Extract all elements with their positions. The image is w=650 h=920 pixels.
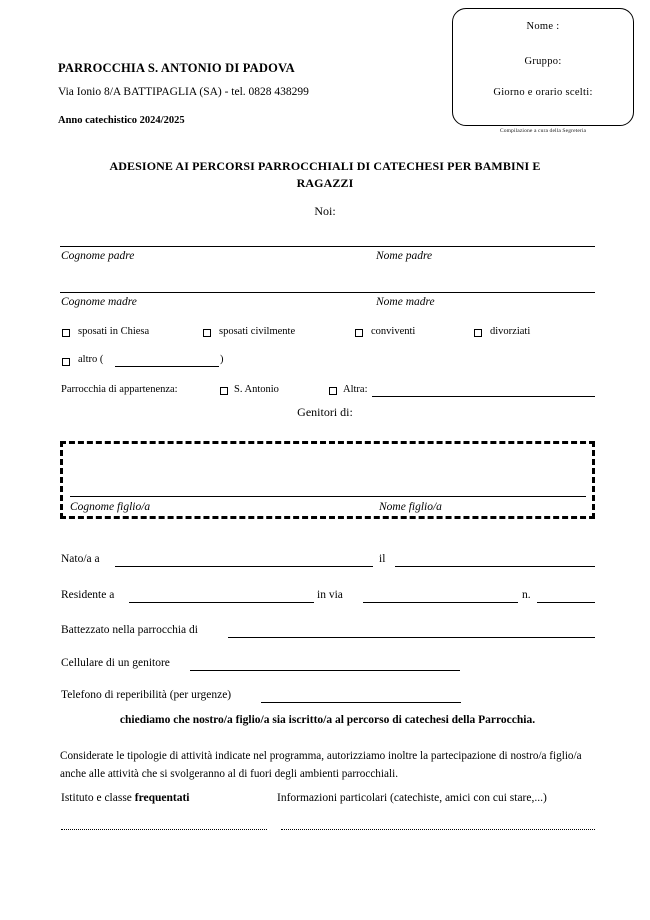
checkbox-sposati-in-chiesa[interactable] xyxy=(62,329,70,337)
parish-address: Via Ionio 8/A BATTIPAGLIA (SA) - tel. 0828 438299 xyxy=(58,86,309,98)
in-via-input-rule[interactable] xyxy=(363,602,518,603)
page-title xyxy=(80,158,570,193)
child-name-rule[interactable] xyxy=(70,496,586,497)
checkbox-sposati-civilmente-label: sposati civilmente xyxy=(219,326,296,337)
il-input-rule[interactable] xyxy=(395,566,595,567)
parrocchia-altra-input-rule[interactable] xyxy=(372,396,595,397)
parrocchia-appartenenza-label: Parrocchia di appartenenza: xyxy=(61,384,178,395)
cellulare-label: Cellulare di un genitore xyxy=(61,657,170,669)
enrollment-request-text: chiediamo che nostro/a figlio/a sia iscritto/a al percorso di catechesi della Parrocchia. xyxy=(119,714,536,726)
noi-label: Noi: xyxy=(314,204,336,218)
il-label: il xyxy=(379,553,386,565)
nome-madre-label: Nome madre xyxy=(376,296,435,308)
father-name-rule[interactable] xyxy=(60,246,595,247)
cellulare-input-rule[interactable] xyxy=(190,670,460,671)
checkbox-altro[interactable] xyxy=(62,358,70,366)
checkbox-conviventi-label: conviventi xyxy=(371,326,416,337)
residente-a-label: Residente a xyxy=(61,589,115,601)
cognome-madre-label: Cognome madre xyxy=(61,296,137,308)
checkbox-parrocchia-sant-antonio[interactable] xyxy=(220,387,228,395)
battezzato-label: Battezzato nella parrocchia di xyxy=(61,624,198,636)
checkbox-parrocchia-sant-antonio-label: S. Antonio xyxy=(234,384,279,395)
in-via-label: in via xyxy=(317,589,343,601)
checkbox-parrocchia-altra-label: Altra: xyxy=(343,384,368,395)
istituto-classe-label xyxy=(61,792,190,804)
istituto-classe-input-rule[interactable] xyxy=(61,829,267,830)
informazioni-particolari-label: Informazioni particolari (catechiste, amici con cui stare,...) xyxy=(277,792,547,804)
checkbox-parrocchia-altra[interactable] xyxy=(329,387,337,395)
battezzato-input-rule[interactable] xyxy=(228,637,595,638)
cognome-padre-label: Cognome padre xyxy=(61,250,135,262)
numero-civico-input-rule[interactable] xyxy=(537,602,595,603)
secretary-box xyxy=(452,8,634,126)
page-title-line-1: ADESIONE AI PERCORSI PARROCCHIALI DI CATECHESI PER BAMBINI E xyxy=(109,159,541,173)
checkbox-altro-label: altro ( xyxy=(78,354,104,365)
telefono-reperibilita-label: Telefono di reperibilità (per urgenze) xyxy=(61,689,232,701)
checkbox-divorziati-label: divorziati xyxy=(490,326,531,337)
catechism-year: Anno catechistico 2024/2025 xyxy=(58,115,185,126)
mother-name-rule[interactable] xyxy=(60,292,595,293)
nome-figlio-label: Nome figlio/a xyxy=(379,501,442,513)
numero-civico-label: n. xyxy=(522,589,531,601)
secretary-nome-label: Nome : xyxy=(526,21,560,32)
checkbox-sposati-civilmente[interactable] xyxy=(203,329,211,337)
checkbox-sposati-in-chiesa-label: sposati in Chiesa xyxy=(78,326,150,337)
cognome-figlio-label: Cognome figlio/a xyxy=(70,501,151,513)
altro-input-rule[interactable] xyxy=(115,366,219,367)
nato-a-label: Nato/a a xyxy=(61,553,100,565)
secretary-gruppo-label: Gruppo: xyxy=(524,56,562,67)
secretary-giorno-orario-label: Giorno e orario scelti: xyxy=(493,87,593,98)
parish-name: PARROCCHIA S. ANTONIO DI PADOVA xyxy=(58,61,295,75)
nato-a-input-rule[interactable] xyxy=(115,566,373,567)
authorization-text: Considerate le tipologie di attività indicate nel programma, autorizziamo inoltre la partecipazione di nostro/a figlio/a anche alle attività che si svolgeranno al di fuori degli ambienti parrocchiali. xyxy=(60,750,582,780)
page-title-line-2: RAGAZZI xyxy=(296,176,354,191)
checkbox-conviventi[interactable] xyxy=(355,329,363,337)
checkbox-altro-close-paren: ) xyxy=(220,354,224,365)
istituto-classe-label-plain: Istituto e classe xyxy=(61,792,135,804)
telefono-reperibilita-input-rule[interactable] xyxy=(261,702,461,703)
genitori-di-label: Genitori di: xyxy=(297,405,353,419)
informazioni-particolari-input-rule[interactable] xyxy=(281,829,595,830)
checkbox-divorziati[interactable] xyxy=(474,329,482,337)
nome-padre-label: Nome padre xyxy=(376,250,433,262)
residente-a-input-rule[interactable] xyxy=(129,602,314,603)
secretary-box-caption: Compilazione a cura della Segreteria xyxy=(499,128,587,134)
istituto-classe-label-bold: frequentati xyxy=(134,792,190,804)
